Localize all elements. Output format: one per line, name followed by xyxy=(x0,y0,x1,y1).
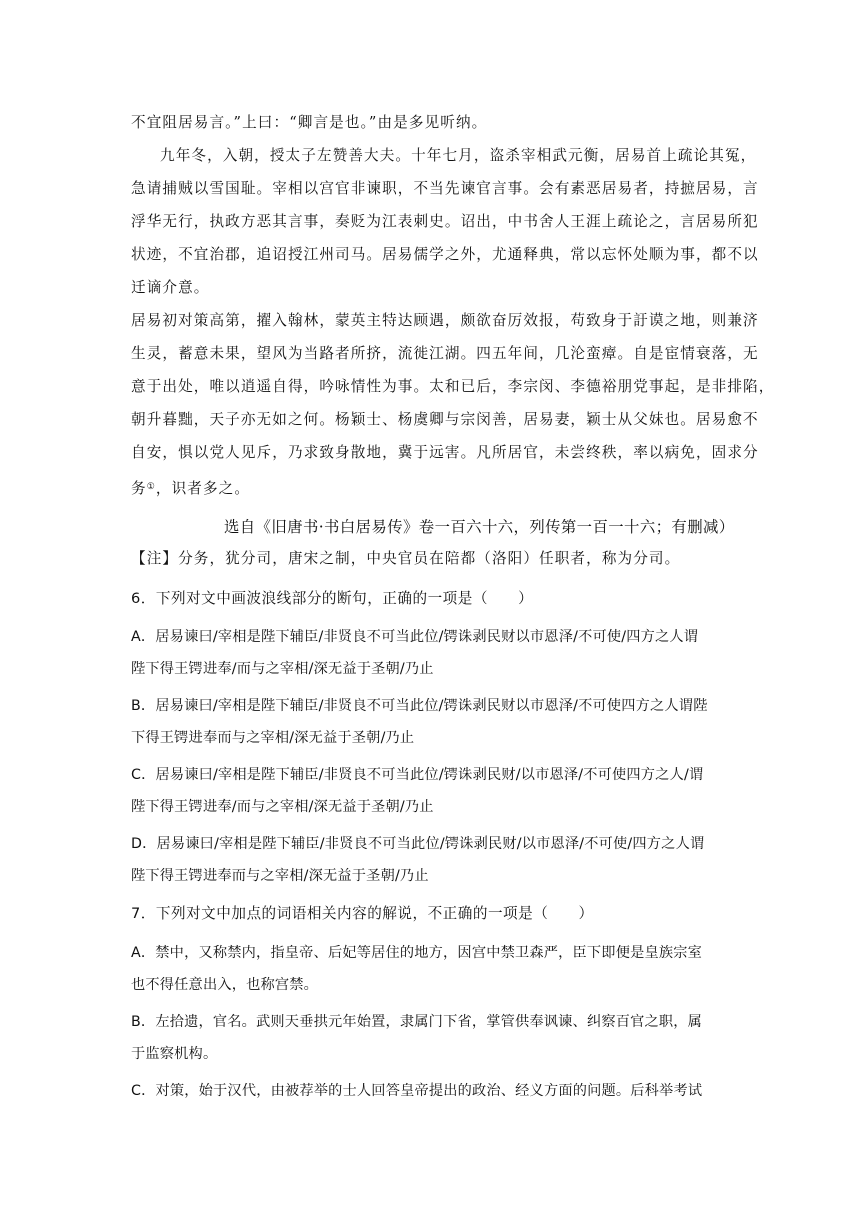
passage-last-word: 务 xyxy=(131,480,147,497)
q6-option-b-line-2: 下得王锷进奉而与之宰相/深无益于圣朝/乃止 xyxy=(131,730,415,746)
q6-option-a-line-2: 陛下得王锷进奉/而与之宰相/深无益于圣朝/乃止 xyxy=(131,661,434,677)
q7-option-a-line-1: A．禁中，又称禁内，指皇帝、后妃等居住的地方，因宫中禁卫森严，臣下即便是皇族宗室 xyxy=(131,945,703,961)
question-7-title: 7．下列对文中加点的词语相关内容的解说，不正确的一项是（ ） xyxy=(131,905,594,922)
q6-option-c-line-1: C．居易谏曰/宰相是陛下辅臣/非贤良不可当此位/锷诛剥民财/以市恩泽/不可使四方之人/谓 xyxy=(131,767,704,783)
q7-option-c-line-1: C．对策，始于汉代，由被荐举的士人回答皇帝提出的政治、经义方面的问题。后科举考试 xyxy=(131,1083,703,1099)
passage-line-4: 浮华无行，执政方恶其言事，奏贬为江表刺史。诏出，中书舍人王涯上疏论之，言居易所犯 xyxy=(131,213,759,230)
passage-last-rest: ，识者多之。 xyxy=(155,480,251,497)
passage-line-3: 急请捕贼以雪国耻。宰相以宫官非谏职，不当先谏官言事。会有素恶居易者，持摭居易，言 xyxy=(131,180,759,197)
q6-option-a-line-1: A．居易谏曰/宰相是陛下辅臣/非贤良不可当此位/锷诛剥民财以市恩泽/不可使/四方之人谓 xyxy=(131,629,699,645)
passage-line-2: 九年冬，入朝，授太子左赞善大夫。十年七月，盗杀宰相武元衡，居易首上疏论其冤， xyxy=(160,147,757,164)
q6-option-c-line-2: 陛下得王锷进奉/而与之宰相/深无益于圣朝/乃止 xyxy=(131,799,434,815)
q6-option-d-line-2: 陛下得王锷进奉而与之宰相/深无益于圣朝/乃止 xyxy=(131,868,429,884)
q6-option-b-line-1: B．居易谏曰/宰相是陛下辅臣/非贤良不可当此位/锷诛剥民财以市恩泽/不可使四方之人谓陛 xyxy=(131,698,708,714)
passage-line-6: 迁谪介意。 xyxy=(131,279,210,296)
passage-line-7: 居易初对策高第，擢入翰林，蒙英主特达顾遇，颇欲奋厉效报，苟致身于訏谟之地，则兼济 xyxy=(131,312,759,329)
footnote: 【注】分务，犹分司，唐宋之制，中央官员在陪都（洛阳）任职者，称为分司。 xyxy=(131,550,681,567)
q7-option-a-line-2: 也不得任意出入，也称宫禁。 xyxy=(131,977,319,993)
passage-line-5: 状迹，不宜治郡，追诏授江州司马。居易儒学之外，尤通释典，常以忘怀处顺为事，都不以 xyxy=(131,246,759,263)
passage-line-9: 意于出处，唯以逍遥自得，吟咏情性为事。太和已后，李宗闵、李德裕朋党事起，是非排陷， xyxy=(131,378,775,395)
passage-line-12 xyxy=(131,478,731,500)
q7-option-b-line-2: 于监察机构。 xyxy=(131,1046,218,1062)
passage-line-8: 生灵，蓄意未果，望风为当路者所挤，流徙江湖。四五年间，几沦蛮瘴。自是宦情衰落，无 xyxy=(131,345,759,362)
footnote-marker: ① xyxy=(146,482,156,492)
passage-line-1: 不宜阻居易言。”上曰：“卿言是也。”由是多见听纳。 xyxy=(131,114,488,131)
question-6-title: 6．下列对文中画波浪线部分的断句，正确的一项是（ ） xyxy=(131,590,534,607)
passage-line-10: 朝升暮黜，天子亦无如之何。杨颖士、杨虞卿与宗闵善，居易妻，颖士从父妹也。居易愈不 xyxy=(131,411,759,428)
source-citation: 选自《旧唐书·书白居易传》卷一百六十六，列传第一百一十六；有删减） xyxy=(224,518,735,536)
q7-option-b-line-1: B．左拾遗，官名。武则天垂拱元年始置，隶属门下省，掌管供奉讽谏、纠察百官之职，属 xyxy=(131,1014,703,1030)
q6-option-d-line-1: D．居易谏曰/宰相是陛下辅臣/非贤良不可当此位/锷诛剥民财/以市恩泽/不可使/四方之人谓 xyxy=(131,836,705,852)
passage-line-11: 自安，惧以党人见斥，乃求致身散地，冀于远害。凡所居官，未尝终秩，率以病免，固求分 xyxy=(131,444,759,461)
